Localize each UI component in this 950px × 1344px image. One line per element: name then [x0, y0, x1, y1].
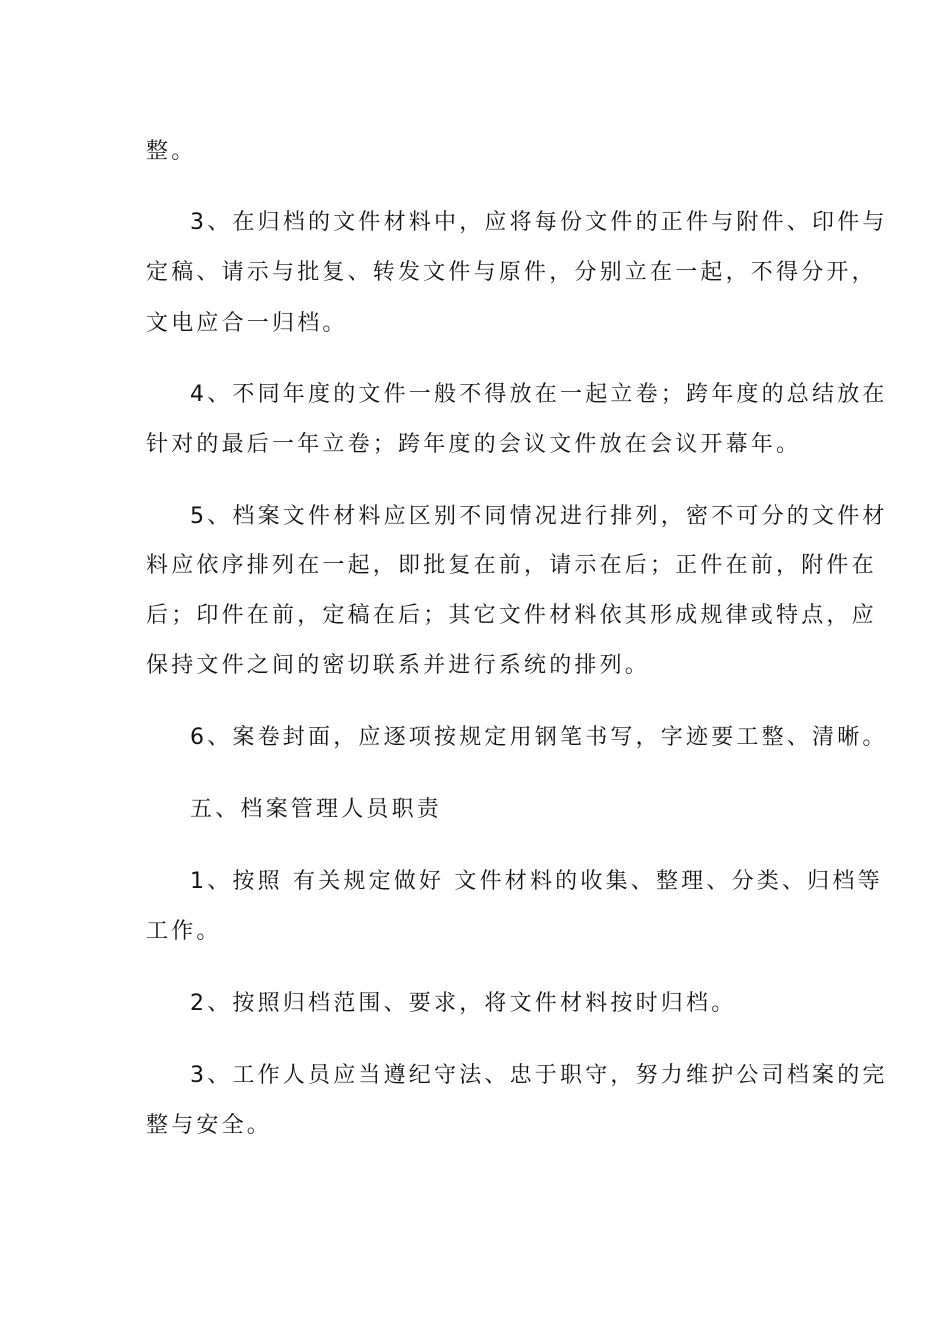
paragraph-line: 3、在归档的文件材料中，应将每份文件的正件与附件、印件与	[190, 210, 888, 235]
paragraph-line: 整。	[146, 139, 197, 164]
paragraph-line: 3、工作人员应当遵纪守法、忠于职守，努力维护公司档案的完	[190, 1063, 888, 1088]
paragraph-line: 后；印件在前，定稿在后；其它文件材料依其形成规律或特点，应	[146, 603, 877, 628]
paragraph-line: 工作。	[146, 919, 222, 944]
paragraph-line: 针对的最后一年立卷；跨年度的会议文件放在会议开幕年。	[146, 432, 802, 457]
section-heading: 五、档案管理人员职责	[190, 797, 443, 822]
paragraph-line: 整与安全。	[146, 1113, 273, 1138]
paragraph-line: 料应依序排列在一起，即批复在前，请示在后；正件在前，附件在	[146, 553, 877, 578]
paragraph-line: 4、不同年度的文件一般不得放在一起立卷；跨年度的总结放在	[190, 382, 888, 407]
paragraph-line: 1、按照 有关规定做好 文件材料的收集、整理、分类、归档等	[190, 869, 883, 894]
paragraph-line: 6、案卷封面，应逐项按规定用钢笔书写，字迹要工整、清晰。	[190, 725, 888, 750]
paragraph-line: 保持文件之间的密切联系并进行系统的排列。	[146, 653, 651, 678]
paragraph-line: 定稿、请示与批复、转发文件与原件，分别立在一起，不得分开，	[146, 260, 877, 285]
paragraph-line: 文电应合一归档。	[146, 311, 348, 336]
paragraph-line: 2、按照归档范围、要求，将文件材料按时归档。	[190, 991, 737, 1016]
paragraph-line: 5、档案文件材料应区别不同情况进行排列，密不可分的文件材	[190, 504, 888, 529]
